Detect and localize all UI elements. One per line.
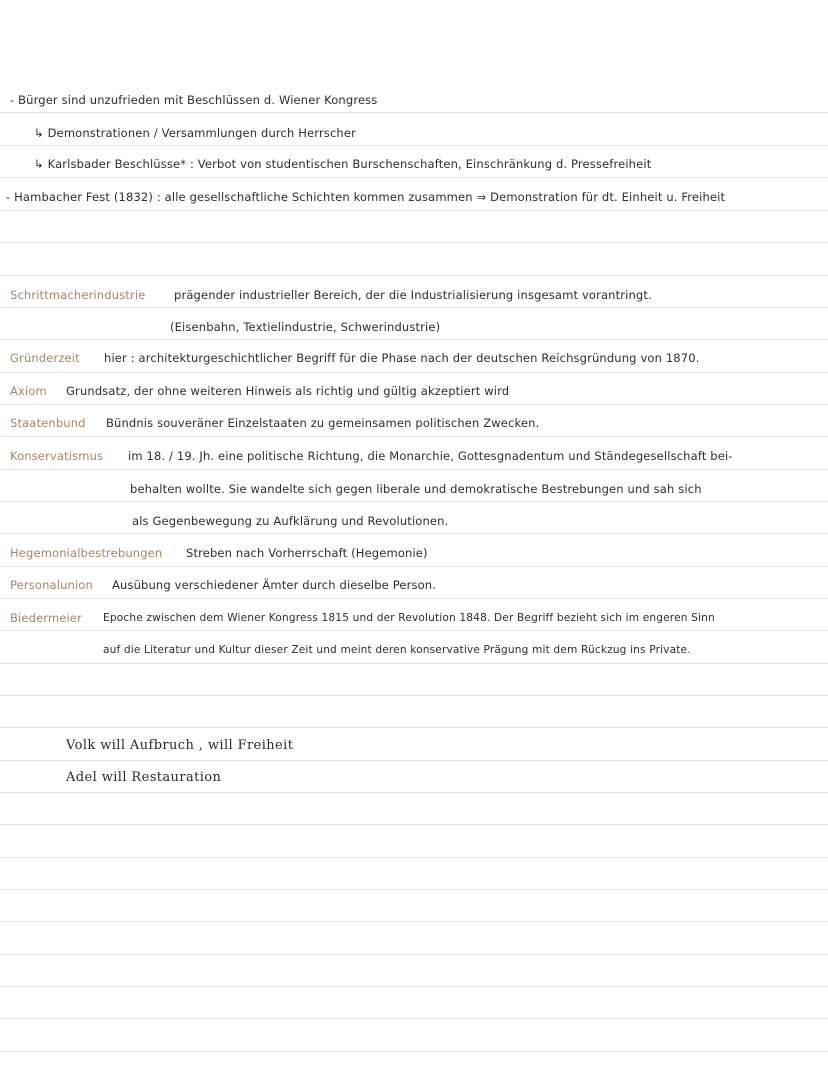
ruled-line: [0, 242, 828, 243]
glossary-definition: Ausübung verschiedener Ämter durch dieselbe Person.: [112, 578, 437, 592]
glossary-definition: hier : architekturgeschichtlicher Begriff für die Phase nach der deutschen Reichsgründung von 1870.: [104, 351, 700, 365]
handwritten-note: Volk will Aufbruch , will Freiheit: [66, 738, 294, 753]
ruled-line: [0, 469, 828, 470]
ruled-line: [0, 954, 828, 955]
ruled-line: [0, 501, 828, 502]
ruled-line: [0, 307, 828, 308]
ruled-line: [0, 275, 828, 276]
ruled-line: [0, 695, 828, 696]
note-line: - Bürger sind unzufrieden mit Beschlüssen d. Wiener Kongress: [10, 93, 378, 107]
glossary-definition: behalten wollte. Sie wandelte sich gegen liberale und demokratische Bestrebungen und sah sich: [130, 482, 702, 496]
glossary-definition: Bündnis souveräner Einzelstaaten zu gemeinsamen politischen Zwecken.: [106, 416, 540, 430]
ruled-line: [0, 436, 828, 437]
ruled-line: [0, 986, 828, 987]
ruled-line: [0, 598, 828, 599]
glossary-definition: auf die Literatur und Kultur dieser Zeit und meint deren konservative Prägung mit dem Rückzug ins Private.: [103, 644, 691, 656]
glossary-definition: Epoche zwischen dem Wiener Kongress 1815 und der Revolution 1848. Der Begriff bezieht sich im engeren Sinn: [103, 612, 715, 624]
note-line: - Hambacher Fest (1832) : alle gesellschaftliche Schichten kommen zusammen ⇒ Demonstration für dt. Einheit u. Freiheit: [6, 190, 726, 204]
ruled-line: [0, 112, 828, 113]
glossary-term: Biedermeier: [10, 611, 82, 625]
glossary-term: Konservatismus: [10, 449, 104, 463]
ruled-line: [0, 921, 828, 922]
ruled-line: [0, 663, 828, 664]
glossary-term: Axiom: [10, 384, 47, 398]
ruled-line: [0, 372, 828, 373]
note-line: ↳ Demonstrationen / Versammlungen durch Herrscher: [34, 126, 356, 140]
glossary-term: Gründerzeit: [10, 351, 80, 365]
ruled-line: [0, 1051, 828, 1052]
ruled-line: [0, 566, 828, 567]
glossary-definition: Grundsatz, der ohne weiteren Hinweis als richtig und gültig akzeptiert wird: [66, 384, 510, 398]
glossary-term: Schrittmacherindustrie: [10, 288, 146, 302]
handwritten-note: Adel will Restauration: [66, 770, 222, 785]
ruled-line: [0, 792, 828, 793]
ruled-line: [0, 177, 828, 178]
ruled-line: [0, 1018, 828, 1019]
ruled-line: [0, 857, 828, 858]
ruled-line: [0, 630, 828, 631]
glossary-definition: als Gegenbewegung zu Aufklärung und Revolutionen.: [132, 514, 449, 528]
glossary-definition: im 18. / 19. Jh. eine politische Richtung, die Monarchie, Gottesgnadentum und Ständegesellschaft bei-: [128, 449, 733, 463]
ruled-line: [0, 210, 828, 211]
ruled-line: [0, 824, 828, 825]
ruled-line: [0, 727, 828, 728]
glossary-definition: Streben nach Vorherrschaft (Hegemonie): [186, 546, 428, 560]
glossary-term: Personalunion: [10, 578, 93, 592]
glossary-definition: (Eisenbahn, Textielindustrie, Schwerindustrie): [170, 320, 441, 334]
ruled-line: [0, 889, 828, 890]
note-line: ↳ Karlsbader Beschlüsse* : Verbot von studentischen Burschenschaften, Einschränkung d. Pressefreiheit: [34, 157, 652, 171]
glossary-term: Hegemonialbestrebungen: [10, 546, 163, 560]
glossary-definition: prägender industrieller Bereich, der die Industrialisierung insgesamt vorantringt.: [174, 288, 652, 302]
ruled-line: [0, 339, 828, 340]
glossary-term: Staatenbund: [10, 416, 86, 430]
ruled-line: [0, 145, 828, 146]
ruled-line: [0, 404, 828, 405]
ruled-line: [0, 760, 828, 761]
ruled-line: [0, 533, 828, 534]
